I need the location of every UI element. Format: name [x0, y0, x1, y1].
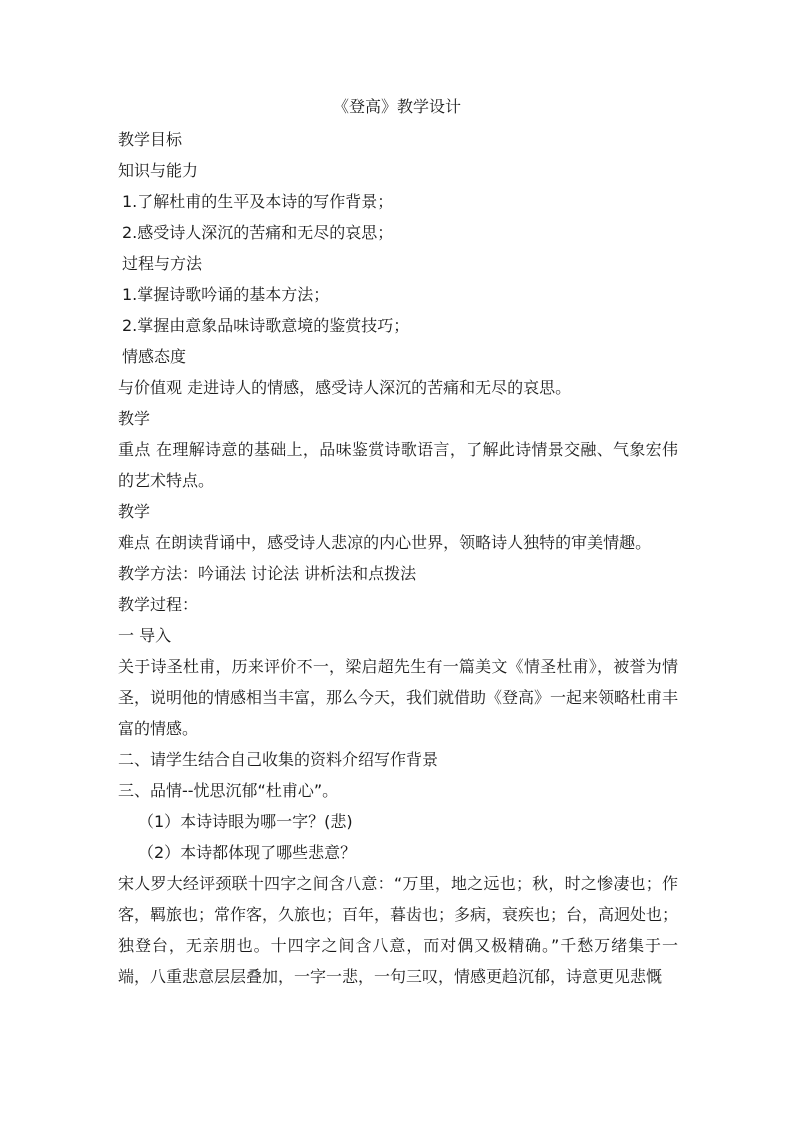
goal-item-2: 2.感受诗人深沉的苦痛和无尽的哀思；	[122, 223, 394, 242]
heading-knowledge-ability: 知识与能力	[118, 161, 199, 180]
heading-teaching-key: 教学	[118, 409, 151, 428]
step-background: 二、请学生结合自己收集的资料介绍写作背景	[118, 750, 439, 769]
heading-process-method: 过程与方法	[122, 254, 203, 273]
question-2: （2）本诗都体现了哪些悲意？	[138, 843, 357, 862]
goal-item-1: 1.了解杜甫的生平及本诗的写作背景；	[122, 192, 394, 211]
method-item-1: 1.掌握诗歌吟诵的基本方法；	[122, 285, 330, 304]
heading-teaching-difficulty: 教学	[118, 502, 151, 521]
document-body	[118, 124, 678, 992]
document-title: 《登高》教学设计	[332, 97, 461, 116]
commentary-paragraph: 宋人罗大经评颈联十四字之间含八意：“万里，地之远也；秋，时之惨凄也；作客，羁旅也；常作客，久旅也；百年，暮齿也；多病，衰疾也；台，高迥处也；独登台，无亲朋也。十四字之间含八意，而对偶又极精确。”千愁万绪集于一端，八重悲意层层叠加，一字一悲，一句三叹，情感更趋沉郁，诗意更见悲慨	[118, 874, 679, 986]
teaching-difficult-point: 难点 在朗读背诵中，感受诗人悲凉的内心世界，领略诗人独特的审美情趣。	[118, 533, 652, 552]
heading-teaching-process: 教学过程：	[118, 595, 199, 614]
introduction-paragraph: 关于诗圣杜甫，历来评价不一，梁启超先生有一篇美文《情圣杜甫》，被誉为情圣，说明他的情感相当丰富，那么今天，我们就借助《登高》一起来领略杜甫丰富的情感。	[118, 657, 679, 738]
teaching-methods: 教学方法：吟诵法 讨论法 讲析法和点拨法	[118, 564, 417, 583]
step-introduction: 一 导入	[118, 626, 172, 645]
teaching-key-point: 重点 在理解诗意的基础上，品味鉴赏诗歌语言，了解此诗情景交融、气象宏伟的艺术特点。	[118, 440, 678, 490]
step-emotion: 三、品情--忧思沉郁“杜甫心”。	[118, 781, 339, 800]
method-item-2: 2.掌握由意象品味诗歌意境的鉴赏技巧；	[122, 316, 410, 335]
question-1: （1）本诗诗眼为哪一字？(悲)	[138, 812, 353, 831]
heading-teaching-goals: 教学目标	[118, 130, 183, 149]
heading-emotion-attitude: 情感态度	[122, 347, 187, 366]
values-statement: 与价值观 走进诗人的情感，感受诗人深沉的苦痛和无尽的哀思。	[118, 378, 572, 397]
